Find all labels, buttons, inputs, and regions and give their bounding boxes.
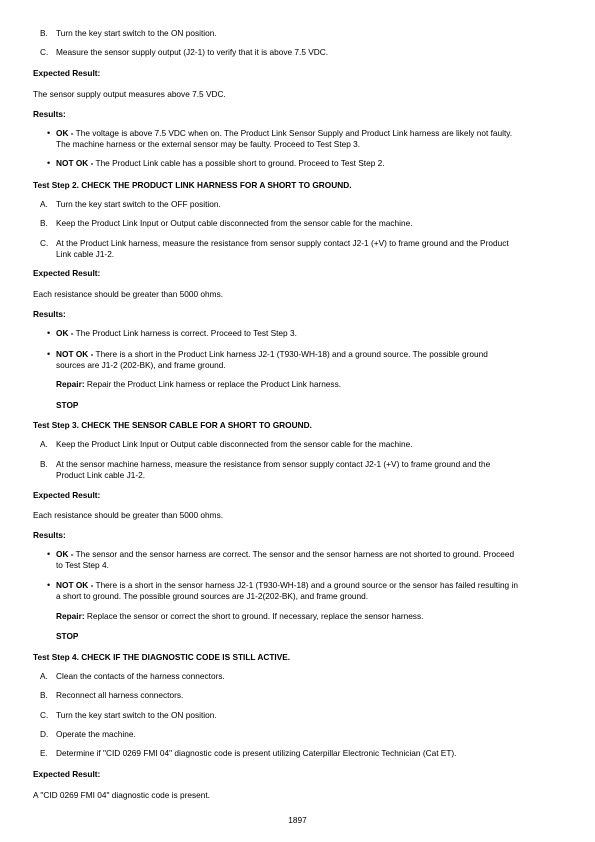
step2-item-a-letter: A. bbox=[40, 199, 48, 209]
step1-item-b-letter: B. bbox=[40, 28, 48, 38]
step2-expected-text: Each resistance should be greater than 5000 ohms. bbox=[33, 289, 224, 299]
bullet-icon: • bbox=[47, 128, 51, 138]
bullet-icon: • bbox=[47, 328, 51, 338]
step1-ok-line2: The machine harness or the external sensor may be faulty. Proceed to Test Step 3. bbox=[56, 139, 361, 149]
step4-expected-text: A "CID 0269 FMI 04" diagnostic code is present. bbox=[33, 790, 210, 800]
step2-stop: STOP bbox=[56, 400, 79, 410]
step1-notok: NOT OK - The Product Link cable has a possible short to ground. Proceed to Test Step 2. bbox=[56, 158, 385, 168]
step3-results-heading: Results: bbox=[33, 530, 66, 540]
step1-results-heading: Results: bbox=[33, 109, 66, 119]
step4-item-c-text: Turn the key start switch to the ON position. bbox=[56, 710, 217, 720]
step3-item-b-line2: Product Link cable J1-2. bbox=[56, 470, 146, 480]
bullet-icon: • bbox=[47, 349, 51, 359]
step1-item-c-text: Measure the sensor supply output (J2-1) to verify that it is above 7.5 VDC. bbox=[56, 47, 329, 57]
step4-heading: Test Step 4. CHECK IF THE DIAGNOSTIC CODE IS STILL ACTIVE. bbox=[33, 652, 291, 662]
step4-item-a-text: Clean the contacts of the harness connectors. bbox=[56, 671, 225, 681]
step3-notok-line1: NOT OK - There is a short in the sensor harness J2-1 (T930-WH-18) and a ground source or the sensor has failed resulting in bbox=[56, 580, 518, 590]
step2-item-b-letter: B. bbox=[40, 218, 48, 228]
step1-item-b-text: Turn the key start switch to the ON position. bbox=[56, 28, 217, 38]
bullet-icon: • bbox=[47, 158, 51, 168]
step2-item-b-text: Keep the Product Link Input or Output cable disconnected from the sensor cable for the machine. bbox=[56, 218, 413, 228]
bullet-icon: • bbox=[47, 549, 51, 559]
step2-item-c-line2: Link cable J1-2. bbox=[56, 249, 115, 259]
step2-notok-line1: NOT OK - There is a short in the Product Link harness J2-1 (T930-WH-18) and a ground source. The possible ground bbox=[56, 349, 488, 359]
step2-notok-line2: sources are J1-2 (202-BK), and frame ground. bbox=[56, 360, 226, 370]
step1-expected-text: The sensor supply output measures above 7.5 VDC. bbox=[33, 89, 226, 99]
step4-item-b-text: Reconnect all harness connectors. bbox=[56, 690, 184, 700]
step3-item-b-line1: At the sensor machine harness, measure the resistance from sensor supply contact J2-1 (+V) to frame ground and the bbox=[56, 459, 491, 469]
bullet-icon: • bbox=[47, 580, 51, 590]
step2-item-c-line1: At the Product Link harness, measure the resistance from sensor supply contact J2-1 (+V) to frame ground and the Product bbox=[56, 238, 509, 248]
step3-item-a-text: Keep the Product Link Input or Output cable disconnected from the sensor cable for the machine. bbox=[56, 439, 413, 449]
step4-item-d-letter: D. bbox=[40, 729, 49, 739]
step3-expected-heading: Expected Result: bbox=[33, 490, 101, 500]
step4-item-b-letter: B. bbox=[40, 690, 48, 700]
page-number: 1897 bbox=[288, 815, 307, 825]
step3-heading: Test Step 3. CHECK THE SENSOR CABLE FOR A SHORT TO GROUND. bbox=[33, 420, 312, 430]
step2-ok: OK - The Product Link harness is correct. Proceed to Test Step 3. bbox=[56, 328, 297, 338]
step3-item-b-letter: B. bbox=[40, 459, 48, 469]
step4-item-d-text: Operate the machine. bbox=[56, 729, 136, 739]
step1-item-c-letter: C. bbox=[40, 47, 49, 57]
step3-ok-line1: OK - The sensor and the sensor harness are correct. The sensor and the sensor harness are not shorted to ground. Proceed bbox=[56, 549, 515, 559]
step2-heading: Test Step 2. CHECK THE PRODUCT LINK HARNESS FOR A SHORT TO GROUND. bbox=[33, 180, 352, 190]
step4-item-e-text: Determine if "CID 0269 FMI 04" diagnostic code is present utilizing Caterpillar Electronic Technician (Cat ET). bbox=[56, 748, 457, 758]
step4-item-c-letter: C. bbox=[40, 710, 49, 720]
step4-expected-heading: Expected Result: bbox=[33, 769, 101, 779]
step4-item-e-letter: E. bbox=[40, 748, 48, 758]
step2-item-c-letter: C. bbox=[40, 238, 49, 248]
step2-repair: Repair: Repair the Product Link harness or replace the Product Link harness. bbox=[56, 379, 342, 389]
step2-item-a-text: Turn the key start switch to the OFF position. bbox=[56, 199, 221, 209]
step1-expected-heading: Expected Result: bbox=[33, 68, 101, 78]
step3-repair: Repair: Replace the sensor or correct the short to ground. If necessary, replace the sensor harness. bbox=[56, 611, 424, 621]
step3-stop: STOP bbox=[56, 631, 79, 641]
step2-results-heading: Results: bbox=[33, 309, 66, 319]
step1-ok-line1: OK - The voltage is above 7.5 VDC when on. The Product Link Sensor Supply and Product Link harness are likely not faulty. bbox=[56, 128, 513, 138]
step3-item-a-letter: A. bbox=[40, 439, 48, 449]
step3-notok-line2: a short to ground. The possible ground sources are J1-2(202-BK), and frame ground. bbox=[56, 591, 369, 601]
step2-expected-heading: Expected Result: bbox=[33, 268, 101, 278]
step3-ok-line2: to Test Step 4. bbox=[56, 560, 109, 570]
step3-expected-text: Each resistance should be greater than 5000 ohms. bbox=[33, 510, 224, 520]
step4-item-a-letter: A. bbox=[40, 671, 48, 681]
